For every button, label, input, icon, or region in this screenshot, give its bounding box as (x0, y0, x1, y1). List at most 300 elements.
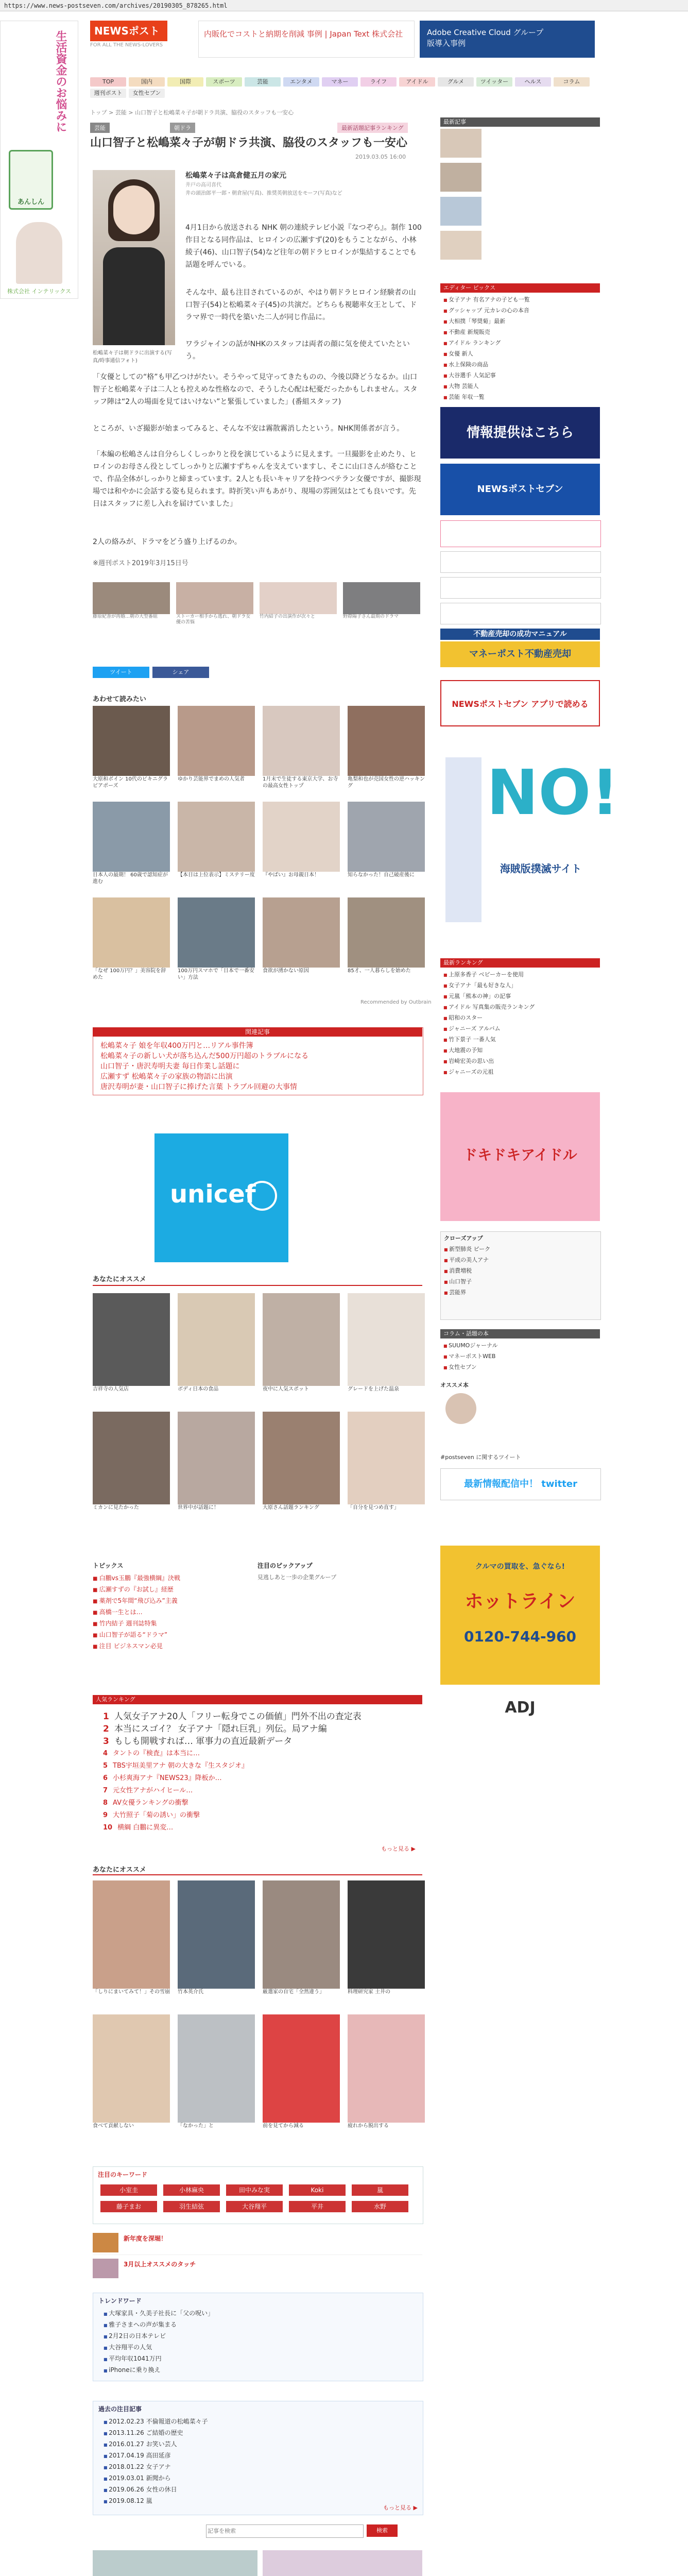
grid-card-caption: 「しりにまいてみて！」その雪崩 (93, 1989, 170, 1995)
latest-item[interactable] (440, 129, 600, 160)
article-title: 山口智子と松嶋菜々子が朝ドラ共演、脇役のスタッフも一安心 (90, 137, 408, 149)
column-item[interactable]: ■ SUUMOジャーナル (443, 1341, 600, 1351)
topics-item[interactable]: ■ 薬剤で5年間“飛び込み”主義 (93, 1596, 247, 1607)
right-banner-money[interactable]: マネーポスト不動産売却 (440, 641, 600, 667)
ranking-number: 7 (103, 1787, 108, 1794)
hot-article[interactable]: 3月以上オススメのタッチ (93, 2257, 422, 2280)
header-ad-1[interactable]: 内販化でコストと納期を削減 事例 | Japan Text 株式会社 (198, 21, 415, 58)
reco-sponsor: Recommended by Outbrain (360, 999, 432, 1005)
right-ranking-item[interactable]: ■ ジャニーズ アルバム (443, 1024, 600, 1035)
grid-card-image (178, 897, 255, 968)
ranking-item[interactable] (103, 1710, 422, 1723)
editor-item[interactable]: ■ グッシャップ 元カレの心の本音 (443, 306, 600, 316)
grid-card-caption: 『やばい』お母親日本！ (263, 872, 319, 878)
grid-card[interactable] (178, 1412, 255, 1525)
ranking-number: 4 (103, 1750, 108, 1757)
grid-card-image (348, 1293, 425, 1386)
grid-card[interactable] (93, 802, 170, 892)
grid-card-image (348, 706, 425, 776)
side-ad-photo (16, 222, 62, 284)
trend-item[interactable]: ■ iPhoneに乗り換え (104, 2365, 412, 2376)
past-item[interactable]: ■ 2013.11.26 ご結婚の歴史 (104, 2428, 412, 2439)
grid-card[interactable] (263, 706, 340, 796)
right-editor-head: エディター ピックス (440, 283, 600, 293)
grid-card-caption: 夜中に人気スポット (263, 1386, 309, 1392)
ranking-number: 2 (103, 1724, 109, 1734)
latest-item[interactable] (440, 231, 600, 262)
article-paragraph: そんな中、最も注目されているのが、やはり朝ドラヒロイン経験者の山口智子(54)と松嶋菜々子(45)の共演だ。どちらも視聴率女王として、ドラマ界で一時代を築いた二人が同じ作品に。 (185, 289, 417, 321)
ranking-item[interactable] (103, 1772, 422, 1785)
ranking-item[interactable] (103, 1735, 422, 1748)
nav-item[interactable]: ヘルス (515, 77, 551, 87)
topics-item[interactable]: ■ 白鵬vs玉鵬『最強横綱』決戦 (93, 1573, 247, 1584)
grid-card[interactable] (348, 1880, 425, 2009)
nav-item[interactable]: アイドル (399, 77, 435, 87)
nomore-character (445, 757, 481, 922)
header-ad-2[interactable]: Adobe Creative Cloud グループ版導入事例 (420, 21, 595, 58)
grid-card[interactable] (348, 706, 425, 796)
related-item[interactable]: 松嶋菜々子の新しい犬が落ち込んだ500万円超のトラブルになる (100, 1052, 309, 1060)
article-note: ※週刊ポスト2019年3月15日号 (93, 560, 188, 567)
editor-item[interactable]: ■ アイドル ランキング (443, 338, 600, 349)
side-ad-footer: 株式会社 インテリックス (7, 288, 71, 295)
ranking-title: 人気女子アナ20人「フリー転身でこの価値」門外不出の査定表 (114, 1711, 362, 1722)
search-input[interactable] (206, 2524, 364, 2538)
right-banner-empty[interactable] (440, 520, 601, 547)
right-banner-info[interactable]: 情報提供はこちら (440, 407, 600, 459)
ranking-badge[interactable]: 最新話題記事ランキング (337, 123, 408, 133)
right-latest (440, 129, 600, 268)
article-paragraph: 「本編の松嶋さんは自分らしくしっかりと役を演じているように見えます。一旦撮影を止めたり、ヒロインのお母さん役としてしっかりと広瀬すずちゃんを支えていますし、そこに山口さんが絡むことで、作品全体がしっかりと締まっています。2人とも長いキャリアを持つベテラン女優ですが、撮影現場では和やかに会話する姿も見られます。時折笑い声もあがり、現場の雰囲気はとても良いです。先日はスタッフに差し入れを届けていました」 (93, 450, 421, 508)
grid-card-image (263, 2014, 340, 2123)
related-item[interactable]: 松嶋菜々子 娘を年収400万円と…リアル事件簿 (100, 1042, 253, 1050)
ranking-item[interactable] (103, 1822, 422, 1834)
right-banner-2[interactable]: NEWSポストセブン (440, 464, 600, 515)
osusume2-head: あなたにオススメ (93, 1866, 146, 1874)
grid-card-caption: 食欲が湧かない原因 (263, 968, 309, 974)
grid-card-caption: ミカンに見たかった (93, 1505, 139, 1511)
right-ranking-item[interactable]: ■ 竹下景子 一番人気 (443, 1035, 600, 1045)
past-item[interactable]: ■ 2016.01.27 お笑い芸人 (104, 2439, 412, 2450)
nav-item[interactable]: グルメ (438, 77, 474, 87)
grid-card-image (178, 1293, 255, 1386)
grid-card-caption: 世界中が話題に！ (178, 1505, 219, 1511)
related-thumb[interactable]: ストーカー相手から逃れ、朝ドラ女優の苦悩 (176, 582, 253, 625)
ranking-title: TBS宇垣美里アナ 朝の大きな『生スタジオ』 (113, 1762, 249, 1770)
grid-card-caption: 「なかった」と (178, 2123, 214, 2129)
keyword-button[interactable]: 田中みな実 (226, 2184, 283, 2196)
editor-item[interactable]: ■ 芸能 年収一覧 (443, 392, 600, 403)
category-badge[interactable]: 芸能 (90, 123, 110, 133)
grid-card-image (178, 2014, 255, 2123)
osusume-head: あなたにオススメ (93, 1276, 146, 1283)
right-twitter (440, 1453, 600, 1510)
keyword-button[interactable]: 小林麻央 (163, 2184, 220, 2196)
grid-card[interactable] (348, 2014, 425, 2143)
ranking-item[interactable] (103, 1723, 422, 1735)
twitter-head: #postseven に関するツイート (440, 1454, 521, 1461)
ranking-title: AV女優ランキングの衝撃 (113, 1799, 188, 1807)
nav-item[interactable]: エンタメ (283, 77, 319, 87)
trend-box (93, 2293, 423, 2381)
topics-item[interactable]: ■ 広瀬すずの『お試し』経歴 (93, 1584, 247, 1596)
facebook-share-button[interactable]: シェア (152, 667, 209, 678)
right-column-head: コラム・話題の本 (440, 1329, 600, 1338)
grid-card-caption: ゆかり芸能界でまめの人気者 (178, 776, 245, 782)
past-box (93, 2401, 423, 2515)
keyword-head: 注目のキーワード (98, 2171, 148, 2178)
trend-item[interactable]: ■ 雅子さまへの声が集まる (104, 2319, 412, 2331)
grid-card-caption: 85才、一人暮らしを始めた (348, 968, 411, 974)
grid-card-caption: 1月末で生徒する東京大学、お寺の最高女性トップ (263, 776, 338, 789)
grid-card-caption: ボディ日本の食品 (178, 1386, 219, 1392)
grid-card-image (93, 897, 170, 968)
grid-card-image (263, 1880, 340, 1989)
twitter-share-button[interactable]: ツイート (93, 667, 149, 678)
side-ad[interactable] (0, 21, 78, 299)
editor-item[interactable]: ■ 大相撲「琴奨菊」最新 (443, 316, 600, 327)
grid-card[interactable] (263, 802, 340, 892)
article-paragraph: 4月1日から放送される NHK 朝の連続テレビ小説『なつぞら』。制作 100 作目となる同作品は、ヒロインの広瀬すず(20)をもうことながら、小林綾子(46)、山口智子(54)など往年の朝ドラヒロインが集結することでも話題を呼んでいる。 (185, 224, 422, 269)
right-banner-app[interactable]: NEWSポストセブン アプリで読める (440, 680, 600, 726)
side-ad-logo (9, 150, 53, 210)
ranking-title: 大竹照子「菊の誘い」の衝撃 (113, 1811, 200, 1819)
latest-thumb (440, 197, 481, 226)
right-ranking-item[interactable]: ■ 上原多香子 ベビーカーを使用 (443, 970, 600, 980)
topics2-head: 注目のピックアップ (257, 1562, 313, 1569)
grid-card-caption: 食べて貢献しない (93, 2123, 134, 2129)
trend-item[interactable]: ■ 平均年収1041万円 (104, 2353, 412, 2365)
grid-card-caption: 大原さん話題ランキング (263, 1505, 319, 1511)
search-area (206, 2524, 422, 2538)
editor-item[interactable]: ■ 大谷選手 人気記事 (443, 370, 600, 381)
editor-item[interactable]: ■ 水上保険の商品 (443, 360, 600, 370)
grid-card-image (93, 706, 170, 776)
right-banner-fudosan[interactable]: 不動産売却の成功マニュアル (440, 629, 600, 640)
breadcrumb: トップ > 芸能 > 山口智子と松嶋菜々子が朝ドラ共演、脇役のスタッフも一安心 (90, 109, 294, 116)
hotline-tel: 0120-744-960 (463, 1628, 577, 1645)
article-date: 2019.03.05 16:00 (355, 154, 406, 160)
right-closeup (440, 1231, 601, 1320)
column-item[interactable]: ■ マネーポストWEB (443, 1351, 600, 1362)
closeup-item[interactable]: ■ 新型肺炎 ピーク (444, 1244, 600, 1255)
grid-card-caption: 「自分を見つめ直す」 (348, 1505, 399, 1511)
grid-card[interactable] (348, 897, 425, 988)
right-banner-small[interactable] (440, 603, 601, 624)
trend-item[interactable]: ■ 大塚家具・久美子社長に「父の呪い」 (104, 2308, 412, 2319)
right-osusume-avatar[interactable] (445, 1393, 476, 1424)
grid-card[interactable] (263, 897, 340, 988)
closeup-head: クローズアップ (444, 1235, 483, 1242)
article-paragraph: ワラジャインの話がNHKのスタッフは両者の顔に気を使えていたという。 (185, 340, 410, 361)
closeup-item[interactable]: ■ 芸能界 (444, 1287, 600, 1298)
nav-sub-item[interactable]: 女性セブン (129, 89, 165, 98)
nav-sub-item[interactable]: 週刊ポスト (90, 89, 126, 98)
bio-sub: 井戸の高司喜代 (185, 182, 221, 188)
grid-card-caption: 厳選家の自宅「全然違う」 (263, 1989, 324, 1995)
grid-card-caption: 「なぜ 100万円？」美容院を辞めた (93, 968, 166, 980)
closeup-item[interactable]: ■ 山口智子 (444, 1277, 600, 1287)
topics-head: トピックス (93, 1562, 124, 1569)
grid-card[interactable] (178, 897, 255, 988)
photo-face (113, 185, 154, 234)
ranking-item[interactable] (103, 1809, 422, 1822)
topics-item[interactable]: ■ 山口智子が語る“ドラマ” (93, 1630, 247, 1641)
article-paragraph: 2人の絡みが、ドラマをどう盛り上げるのか。 (93, 538, 242, 546)
grid-card[interactable] (348, 802, 425, 892)
photo-caption: 松嶋菜々子は朝ドラに出演する(写真/時事通信フォト) (93, 350, 172, 364)
article-paragraph: ところが、いざ撮影が始まってみると、そんな不安は霧散霧消したという。NHK関係者が言う。 (93, 425, 404, 433)
past-head: 過去の注目記事 (98, 2405, 142, 2413)
grid-card[interactable] (178, 1293, 255, 1406)
trend-item[interactable]: ■ 大谷翔平の人気 (104, 2342, 412, 2353)
grid-card[interactable] (178, 1880, 255, 2009)
past-item[interactable]: ■ 2019.03.01 新聞から (104, 2473, 412, 2484)
right-hotline-ad[interactable] (440, 1546, 600, 1685)
related-item[interactable]: 広瀬すず 松嶋菜々子の家族の物語に出演 (100, 1073, 233, 1081)
grid-card[interactable] (348, 1412, 425, 1525)
right-ranking-item[interactable]: ■ ジャニーズの元祖 (443, 1067, 600, 1078)
unicef-globe-icon (247, 1181, 277, 1211)
grid-card-image (93, 1880, 170, 1989)
ranking-item[interactable] (103, 1797, 422, 1809)
right-banner-kaigo[interactable] (440, 551, 601, 573)
grid-card-image (348, 1880, 425, 1989)
related-list (100, 1041, 420, 1092)
past-item[interactable]: ■ 2018.01.22 女子アナ (104, 2462, 412, 2473)
grid-card-image (93, 802, 170, 872)
side-ad-brand: あんしん (17, 198, 44, 206)
trend-item[interactable]: ■ 2月2日の日本テレビ (104, 2331, 412, 2342)
keyword-button[interactable]: 羽生結弦 (163, 2201, 220, 2212)
search-button[interactable]: 検索 (367, 2524, 398, 2537)
ranking-number: 9 (103, 1811, 108, 1819)
grid-card-image (348, 2014, 425, 2123)
nav-item[interactable]: スポーツ (206, 77, 242, 87)
closeup-item[interactable]: ■ 平成の美人アナ (444, 1255, 600, 1266)
related-item[interactable]: 唐沢寿明が妻・山口智子に捧げた言葉 トラブル回避の大事情 (100, 1083, 297, 1091)
nav-item[interactable]: コラム (554, 77, 590, 87)
grid-card-caption: 前を見てから減る (263, 2123, 304, 2129)
grid-card-caption: 疲れから脱出する (348, 2123, 389, 2129)
grid-card-image (93, 1293, 170, 1386)
latest-item[interactable] (440, 163, 600, 194)
grid-card[interactable] (93, 1412, 170, 1525)
nav-item[interactable]: ツイッター (476, 77, 512, 87)
grid-card-caption: 【本日は上位表示】ミステリー度 (178, 872, 255, 878)
tag-badge[interactable]: 朝ドラ (170, 123, 195, 133)
nav-item[interactable]: 芸能 (245, 77, 281, 87)
grid-card[interactable] (263, 2014, 340, 2143)
grid-card-image (178, 1412, 255, 1504)
topics-item[interactable]: ■ 竹内結子 週刊誌特集 (93, 1618, 247, 1630)
ranking-number: 5 (103, 1762, 108, 1770)
ranking-item[interactable] (103, 1748, 422, 1760)
grid-card[interactable] (263, 1412, 340, 1525)
nav-item[interactable]: ライフ (360, 77, 397, 87)
topics-item[interactable]: ■ 注目 ビジネスマン必見 (93, 1641, 247, 1652)
right-column-list (440, 1341, 600, 1373)
hot-article[interactable]: 新年度を深堀！ (93, 2231, 422, 2255)
ranking-list (103, 1710, 422, 1834)
photo-body (103, 247, 165, 345)
right-editor-list (440, 295, 600, 403)
latest-thumb (440, 231, 481, 260)
right-banner-nomore[interactable] (440, 742, 620, 933)
grid-card[interactable] (263, 1293, 340, 1406)
ranking-item[interactable] (103, 1785, 422, 1797)
ranking-number: 3 (103, 1736, 109, 1747)
right-osusume-head: オススメ本 (440, 1382, 469, 1388)
related-thumb[interactable]: 竹内結子の出演作が次々と (260, 582, 337, 620)
right-ranking-head: 最新ランキング (440, 958, 600, 968)
nav-item[interactable]: TOP (90, 77, 126, 87)
grid-card[interactable] (178, 2014, 255, 2143)
bottom-banner-left[interactable] (93, 2550, 257, 2576)
right-ranking-item[interactable]: ■ 岩崎宏美の思い出 (443, 1056, 600, 1067)
ranking-number: 6 (103, 1774, 108, 1782)
grid-card-image (178, 802, 255, 872)
url-bar[interactable]: https://www.news-postseven.com/archives/20190305_878265.html (0, 0, 688, 11)
nomore-sub: 海賊版撲滅サイト (500, 862, 582, 875)
ranking-number: 1 (103, 1711, 109, 1722)
related-item[interactable]: 山口智子・唐沢寿明夫妻 毎日作業し話題に (100, 1062, 240, 1071)
grid-card-caption: 亀梨和也が売国女性の逆ハッキング (348, 776, 425, 789)
site-logo-sub: FOR ALL THE NEWS-LOVERS (90, 42, 163, 48)
related-title: 関連記事 (93, 1027, 422, 1037)
editor-item[interactable]: ■ 大物 芸能人 (443, 381, 600, 392)
osusume2-divider (93, 1874, 422, 1875)
grid-card-image (93, 1412, 170, 1504)
osusume-grid (93, 1293, 433, 1530)
ranking-title: 小杉爽海アナ『NEWS23』降板か… (113, 1774, 222, 1782)
right-ranking-item[interactable]: ■ 昭和のスター (443, 1013, 600, 1024)
grid-card[interactable] (348, 1293, 425, 1406)
past-item[interactable]: ■ 2012.02.23 不倫報道の松嶋菜々子 (104, 2416, 412, 2428)
past-item[interactable]: ■ 2019.08.12 嵐 (104, 2496, 412, 2507)
article-photo[interactable] (93, 170, 175, 345)
ranking-title: もしも開戦すれば… 軍事力の直近最新データ (114, 1736, 293, 1747)
grid-card[interactable] (93, 1880, 170, 2009)
keyword-button[interactable]: 大谷翔平 (226, 2201, 283, 2212)
latest-item[interactable] (440, 197, 600, 228)
grid-card-image (263, 802, 340, 872)
game-banner-text: ドキドキアイドル (463, 1146, 577, 1163)
grid-card-caption: 竹本英介氏 (178, 1989, 203, 1995)
grid-card-image (263, 897, 340, 968)
keyword-button[interactable]: 小室圭 (100, 2184, 157, 2196)
osusume2-grid (93, 1880, 433, 2148)
grid-card-caption: 知らなかった！自己破産後に (348, 872, 415, 878)
grid-card[interactable] (93, 897, 170, 988)
grid-card-caption: 料理研究家 土井の (348, 1989, 391, 1995)
grid-card-caption: 吉祥寺の人気店 (93, 1386, 129, 1392)
unicef-ad[interactable] (154, 1133, 288, 1262)
nav-item[interactable]: 国内 (129, 77, 165, 87)
closeup-item[interactable]: ■ 消費増税 (444, 1266, 600, 1277)
main-nav (90, 77, 600, 100)
column-item[interactable]: ■ 女性セブン (443, 1362, 600, 1373)
grid-card[interactable] (93, 2014, 170, 2143)
editor-item[interactable]: ■ 不動産 新規販売 (443, 327, 600, 338)
grid-card-caption: 日本人の最期！ 60歳で認知症が進む (93, 872, 168, 885)
grid-card-caption: グレードを上げた温泉 (348, 1386, 399, 1392)
ranking-title: 本当にスゴイ？ 女子アナ「隠れ巨乳」列伝。局アナ編 (114, 1724, 327, 1734)
bio-name: 松嶋菜々子は高倉健五月の家元 (185, 172, 286, 180)
hotline-sub: クルマの買取を、急ぐなら! (475, 1563, 565, 1571)
right-ranking-item[interactable]: ■ アイドル 写真集の販売ランキング (443, 1002, 600, 1013)
grid-card[interactable] (93, 1293, 170, 1406)
nomore-text: NO! (487, 757, 620, 829)
topics2-item[interactable]: 見逃しあと一歩の企業グループ (257, 1574, 337, 1581)
ranking-head: 人気ランキング (93, 1695, 422, 1704)
header (90, 21, 600, 66)
site-logo[interactable]: NEWSポスト (90, 21, 167, 41)
past-more-link[interactable]: もっと見る ▶ (383, 2504, 418, 2511)
related-thumb[interactable]: 野際陽子さん最期のドラマ (343, 582, 420, 620)
ranking-item[interactable] (103, 1760, 422, 1772)
editor-item[interactable]: ■ 女優 新人 (443, 349, 600, 360)
related-thumb[interactable]: 藤原紀香が再婚…朝の大型番組 (93, 582, 170, 620)
grid-card[interactable] (178, 706, 255, 796)
keyword-button[interactable]: 水野 (352, 2201, 408, 2212)
right-banner-small[interactable] (440, 577, 601, 599)
ranking-title: タントの『検査』は本当に… (113, 1750, 200, 1757)
grid-card-image (348, 1412, 425, 1504)
keyword-button[interactable]: 平井 (289, 2201, 346, 2212)
grid-card-image (93, 2014, 170, 2123)
side-ad-line1: 生活資金のお悩みに (54, 30, 67, 132)
grid-card-image (178, 706, 255, 776)
ranking-more-link[interactable]: もっと見る ▶ (381, 1845, 416, 1852)
ranking-title: 横綱 白鵬に異変… (117, 1824, 174, 1832)
past-item[interactable]: ■ 2019.06.26 女性の休日 (104, 2484, 412, 2496)
keyword-button[interactable]: 藤子まお (100, 2201, 157, 2212)
grid-card[interactable] (263, 1880, 340, 2009)
right-game-banner[interactable] (440, 1092, 600, 1221)
grid-card[interactable] (93, 706, 170, 796)
right-ranking-item[interactable]: ■ 女子アナ「最も好きな人」 (443, 980, 600, 991)
twitter-banner[interactable]: 最新情報配信中！ twitter (440, 1468, 601, 1500)
right-osusume (440, 1381, 600, 1448)
keyword-button[interactable]: 嵐 (352, 2184, 408, 2196)
latest-thumb (440, 129, 481, 158)
grid-card-image (263, 1412, 340, 1504)
unicef-logo-text: unicef (170, 1180, 256, 1209)
ranking-number: 10 (103, 1824, 113, 1832)
grid-card-image (348, 897, 425, 968)
grid-card-caption: 大原和ボイン 10代のビキニグラビアポーズ (93, 776, 168, 789)
bottom-banner-right[interactable] (263, 2550, 422, 2576)
right-ranking-item[interactable]: ■ 大地震の予知 (443, 1045, 600, 1056)
nav-item[interactable]: 国際 (167, 77, 203, 87)
related-thumbs (93, 582, 422, 623)
reco-grid (93, 706, 433, 994)
nav-item[interactable]: マネー (322, 77, 358, 87)
ranking-number: 8 (103, 1799, 108, 1807)
right-ranking-item[interactable]: ■ 元嵐「熊本の神」の記事 (443, 991, 600, 1002)
grid-card-image (178, 1880, 255, 1989)
latest-thumb (440, 163, 481, 192)
keyword-button[interactable]: Koki (289, 2184, 346, 2196)
right-adj-logo[interactable]: ADJ (505, 1699, 536, 1717)
grid-card[interactable] (178, 802, 255, 892)
trend-head: トレンドワード (98, 2297, 142, 2304)
topics-item[interactable]: ■ 高橋一生とは… (93, 1607, 247, 1618)
past-item[interactable]: ■ 2017.04.19 高田延彦 (104, 2450, 412, 2462)
reco-head: あわせて読みたい (93, 696, 147, 703)
editor-item[interactable]: ■ 女子アナ 有名アナの子ども一覧 (443, 295, 600, 306)
